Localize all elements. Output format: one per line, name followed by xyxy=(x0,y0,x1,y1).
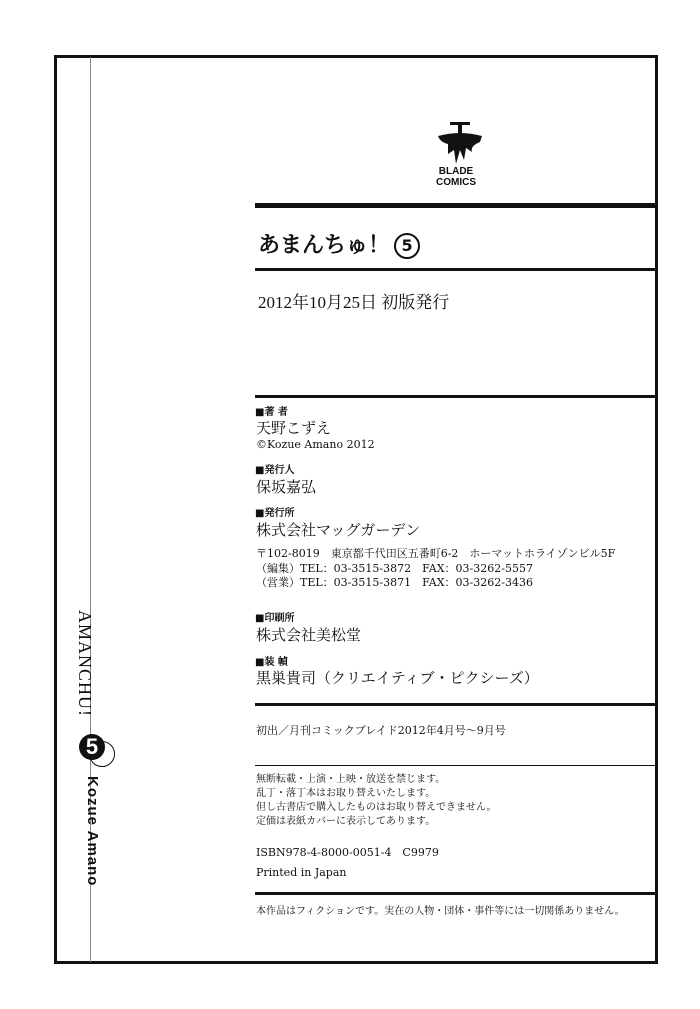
isbn: ISBN978-4-8000-0051-4 C9979 xyxy=(256,846,439,859)
spine-title: AMANCHU! xyxy=(75,610,95,717)
book-title-text: あまんちゅ！ xyxy=(258,233,391,258)
spine-author: Kozue Amano xyxy=(84,776,101,887)
publisher-name: 株式会社マッグガーデン xyxy=(256,521,421,539)
rule xyxy=(255,892,658,895)
notice-line: 定価は表紙カバーに表示してあります。 xyxy=(256,816,436,827)
logo-line2: COMICS xyxy=(436,177,476,188)
publisher-label: ■発行所 xyxy=(255,508,295,519)
rule xyxy=(255,203,658,208)
rule xyxy=(255,395,658,398)
printer-label: ■印刷所 xyxy=(255,613,295,624)
notice-line: 乱丁・落丁本はお取り替えいたします。 xyxy=(256,788,436,799)
tel-sales: （営業）TEL：03-3515-3871 FAX：03-3262-3436 xyxy=(256,576,533,589)
author-label: ■著 者 xyxy=(255,407,288,418)
publisher-person: 保坂嘉弘 xyxy=(256,478,317,496)
printed-in: Printed in Japan xyxy=(256,866,347,879)
publisher-address: 〒102-8019 東京都千代田区五番町6-2 ホーマットホライゾンビル5F xyxy=(256,547,616,560)
rule xyxy=(255,268,658,271)
publisher-person-label: ■発行人 xyxy=(255,465,295,476)
book-title xyxy=(258,228,420,259)
rule xyxy=(255,765,658,766)
copyright: ©Kozue Amano 2012 xyxy=(256,438,375,451)
first-edition-date: 2012年10月25日 初版発行 xyxy=(258,293,450,312)
fiction-notice: 本作品はフィクションです。実在の人物・団体・事件等には一切関係ありません。 xyxy=(256,906,625,917)
logo-text xyxy=(420,166,492,188)
rule xyxy=(255,703,658,706)
design-name: 黒巣貴司（クリエイティブ・ピクシーズ） xyxy=(256,669,539,687)
design-label: ■装 幀 xyxy=(255,657,288,668)
notice-line: 無断転載・上演・上映・放送を禁じます。 xyxy=(256,774,446,785)
book-volume: 5 xyxy=(394,233,420,259)
printer-name: 株式会社美松堂 xyxy=(256,626,362,644)
tel-editorial: （編集）TEL：03-3515-3872 FAX：03-3262-5557 xyxy=(256,562,533,575)
author-name: 天野こずえ xyxy=(256,419,332,437)
notice-line: 但し古書店で購入したものはお取り替えできません。 xyxy=(256,802,497,813)
logo-line1: BLADE xyxy=(438,166,474,177)
first-publication: 初出／月刊コミックブレイド2012年4月号～9月号 xyxy=(256,724,506,737)
spine-volume-number: 5 xyxy=(79,734,105,760)
